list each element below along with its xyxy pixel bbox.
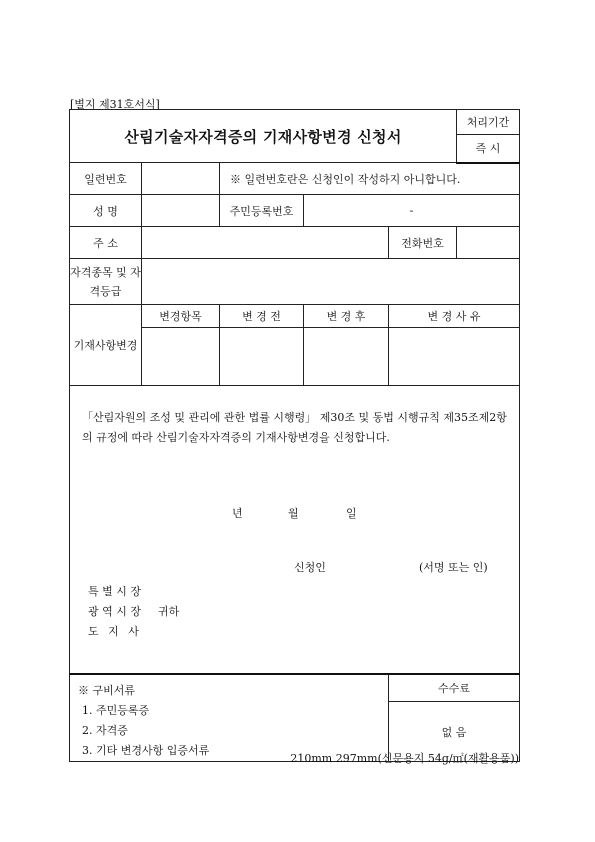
name-label: 성 명 [70, 195, 142, 227]
date-month: 월 [288, 507, 299, 520]
paper-spec-footer: 210mm 297mm(신문용지 54g/㎡(재활용품)) [290, 752, 519, 765]
document-item: 3. 기타 변경사항 입증서류 [82, 744, 210, 757]
address-field[interactable] [142, 227, 389, 259]
application-form [69, 109, 520, 762]
recipient-governor: 도 지 사 [88, 625, 142, 638]
rrn-dash: - [409, 204, 414, 217]
date-day: 일 [346, 507, 357, 520]
form-number: [별지 제31호서식] [70, 98, 160, 111]
change-before-field[interactable] [220, 328, 304, 386]
phone-label: 전화번호 [389, 227, 457, 259]
change-reason-field[interactable] [389, 328, 520, 386]
processing-period-label: 처리기간 [457, 110, 520, 135]
change-header-before: 변 경 전 [220, 305, 304, 328]
address-label: 주 소 [70, 227, 142, 259]
form-title: 산림기술자자격증의 기재사항변경 신청서 [70, 110, 457, 163]
qualification-label: 자격종목 및 자격등급 [70, 259, 142, 305]
processing-period-value: 즉 시 [457, 135, 520, 163]
phone-field[interactable] [457, 227, 520, 259]
date-year: 년 [232, 507, 243, 520]
change-header-reason: 변 경 사 유 [389, 305, 520, 328]
required-documents [70, 674, 389, 762]
statement-section [70, 386, 520, 675]
rrn-field[interactable] [304, 195, 520, 227]
change-item-field[interactable] [142, 328, 220, 386]
change-header-item: 변경항목 [142, 305, 220, 328]
document-item: 2. 자격증 [82, 724, 128, 737]
qualification-field[interactable] [142, 259, 520, 305]
document-item: 1. 주민등록증 [82, 704, 150, 717]
name-field[interactable] [142, 195, 220, 227]
change-label: 기재사항변경 [70, 305, 142, 386]
serial-number-note: ※ 일련번호란은 신청인이 작성하지 아니합니다. [220, 163, 520, 195]
statement-text: 「산림자원의 조성 및 관리에 관한 법률 시행령」 제30조 및 동법 시행규칙 제35조제2항의 규정에 따라 산림기술자자격증의 기재사항변경을 신청합니다. [82, 411, 507, 444]
documents-header: ※ 구비서류 [78, 684, 136, 697]
applicant-label: 신청인 [294, 561, 326, 574]
applicant-sign: (서명 또는 인) [419, 561, 488, 574]
fee-value: 없 음 [389, 702, 520, 762]
change-after-field[interactable] [304, 328, 389, 386]
serial-number-field[interactable] [142, 163, 220, 195]
change-header-after: 변 경 후 [304, 305, 389, 328]
serial-number-label: 일련번호 [70, 163, 142, 195]
recipient-metro-city: 광 역 시 장 [88, 605, 141, 618]
recipient-honorific: 귀하 [158, 605, 180, 618]
rrn-label: 주민등록번호 [220, 195, 304, 227]
recipient-special-city: 특 별 시 장 [88, 585, 141, 598]
fee-label: 수수료 [389, 674, 520, 702]
